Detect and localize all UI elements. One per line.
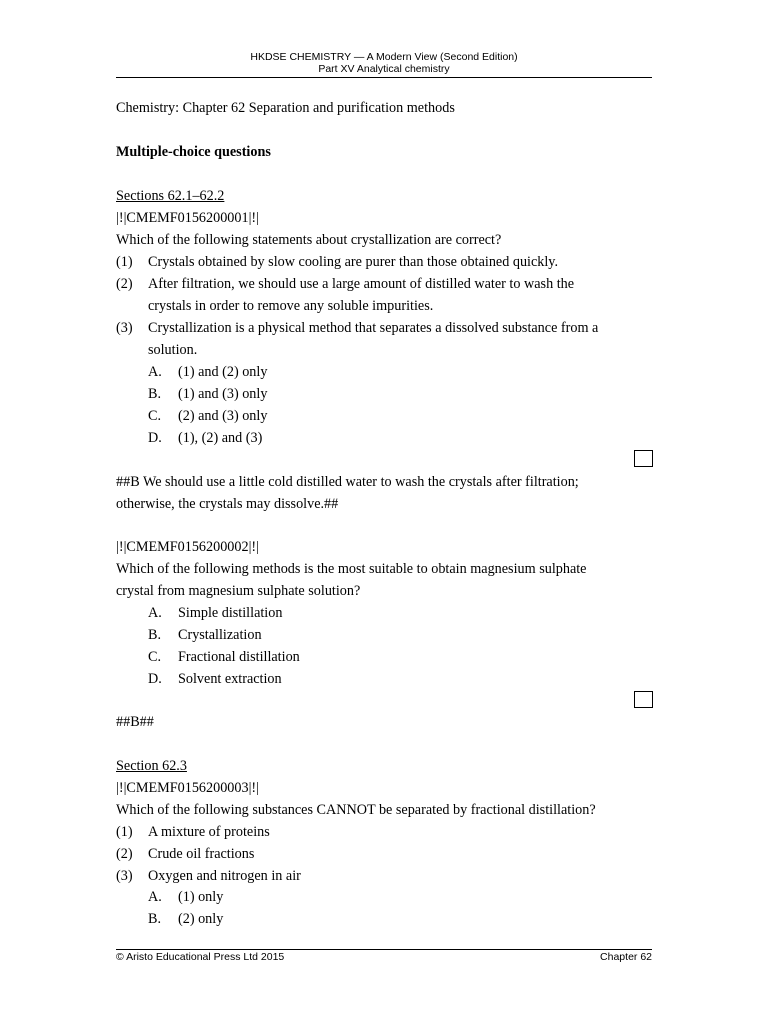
option-text: Solvent extraction — [178, 671, 282, 687]
answer-explanation: ##B We should use a little cold distilled water to wash the crystals after filtration; — [116, 474, 579, 490]
question-stem: Which of the following statements about crystallization are correct? — [116, 232, 502, 248]
option-text: (1) and (3) only — [178, 386, 268, 402]
header-rule — [116, 77, 652, 78]
option-letter: A. — [148, 605, 162, 621]
answer-explanation: otherwise, the crystals may dissolve.## — [116, 496, 339, 512]
chapter-title: Chemistry: Chapter 62 Separation and purification methods — [116, 100, 455, 116]
footer-copyright: © Aristo Educational Press Ltd 2015 — [116, 951, 285, 963]
section-label: Section 62.3 — [116, 758, 187, 774]
option-text: Fractional distillation — [178, 649, 300, 665]
option-letter: A. — [148, 364, 162, 380]
header-part-title: Part XV Analytical chemistry — [318, 63, 450, 75]
statement-text: A mixture of proteins — [148, 824, 270, 840]
statement-number: (1) — [116, 254, 133, 270]
question-stem: crystal from magnesium sulphate solution? — [116, 583, 361, 599]
statement-text: solution. — [148, 342, 198, 358]
question-stem: Which of the following methods is the most suitable to obtain magnesium sulphate — [116, 561, 587, 577]
option-letter: B. — [148, 911, 162, 927]
footer-chapter: Chapter 62 — [600, 951, 652, 963]
question-code: |!|CMEMF0156200002|!| — [116, 539, 259, 555]
question-code: |!|CMEMF0156200003|!| — [116, 780, 259, 796]
answer-box[interactable] — [634, 691, 653, 708]
option-letter: C. — [148, 408, 162, 424]
statement-number: (1) — [116, 824, 133, 840]
statement-number: (2) — [116, 846, 133, 862]
option-text: (1) and (2) only — [178, 364, 268, 380]
statement-number: (2) — [116, 276, 133, 292]
option-letter: B. — [148, 386, 162, 402]
option-letter: C. — [148, 649, 162, 665]
option-text: (2) and (3) only — [178, 408, 268, 424]
statement-text: Crude oil fractions — [148, 846, 255, 862]
section-label: Sections 62.1–62.2 — [116, 188, 225, 204]
footer-rule — [116, 949, 652, 950]
header-book-title: HKDSE CHEMISTRY — A Modern View (Second Edition) — [250, 51, 518, 63]
option-text: (1), (2) and (3) — [178, 430, 263, 446]
answer-box[interactable] — [634, 450, 653, 467]
option-letter: D. — [148, 671, 162, 687]
option-text: (1) only — [178, 889, 224, 905]
option-letter: B. — [148, 627, 162, 643]
statement-number: (3) — [116, 320, 133, 336]
option-text: (2) only — [178, 911, 224, 927]
section-heading: Multiple-choice questions — [116, 144, 271, 160]
statement-text: Crystals obtained by slow cooling are purer than those obtained quickly. — [148, 254, 559, 270]
option-text: Simple distillation — [178, 605, 283, 621]
statement-text: Crystallization is a physical method that separates a dissolved substance from a — [148, 320, 599, 336]
statement-number: (3) — [116, 868, 133, 884]
option-letter: D. — [148, 430, 162, 446]
option-letter: A. — [148, 889, 162, 905]
statement-text: crystals in order to remove any soluble impurities. — [148, 298, 434, 314]
answer-explanation: ##B## — [116, 714, 154, 730]
question-stem: Which of the following substances CANNOT be separated by fractional distillation? — [116, 802, 596, 818]
statement-text: Oxygen and nitrogen in air — [148, 868, 301, 884]
option-text: Crystallization — [178, 627, 262, 643]
statement-text: After filtration, we should use a large amount of distilled water to wash the — [148, 276, 575, 292]
question-code: |!|CMEMF0156200001|!| — [116, 210, 259, 226]
